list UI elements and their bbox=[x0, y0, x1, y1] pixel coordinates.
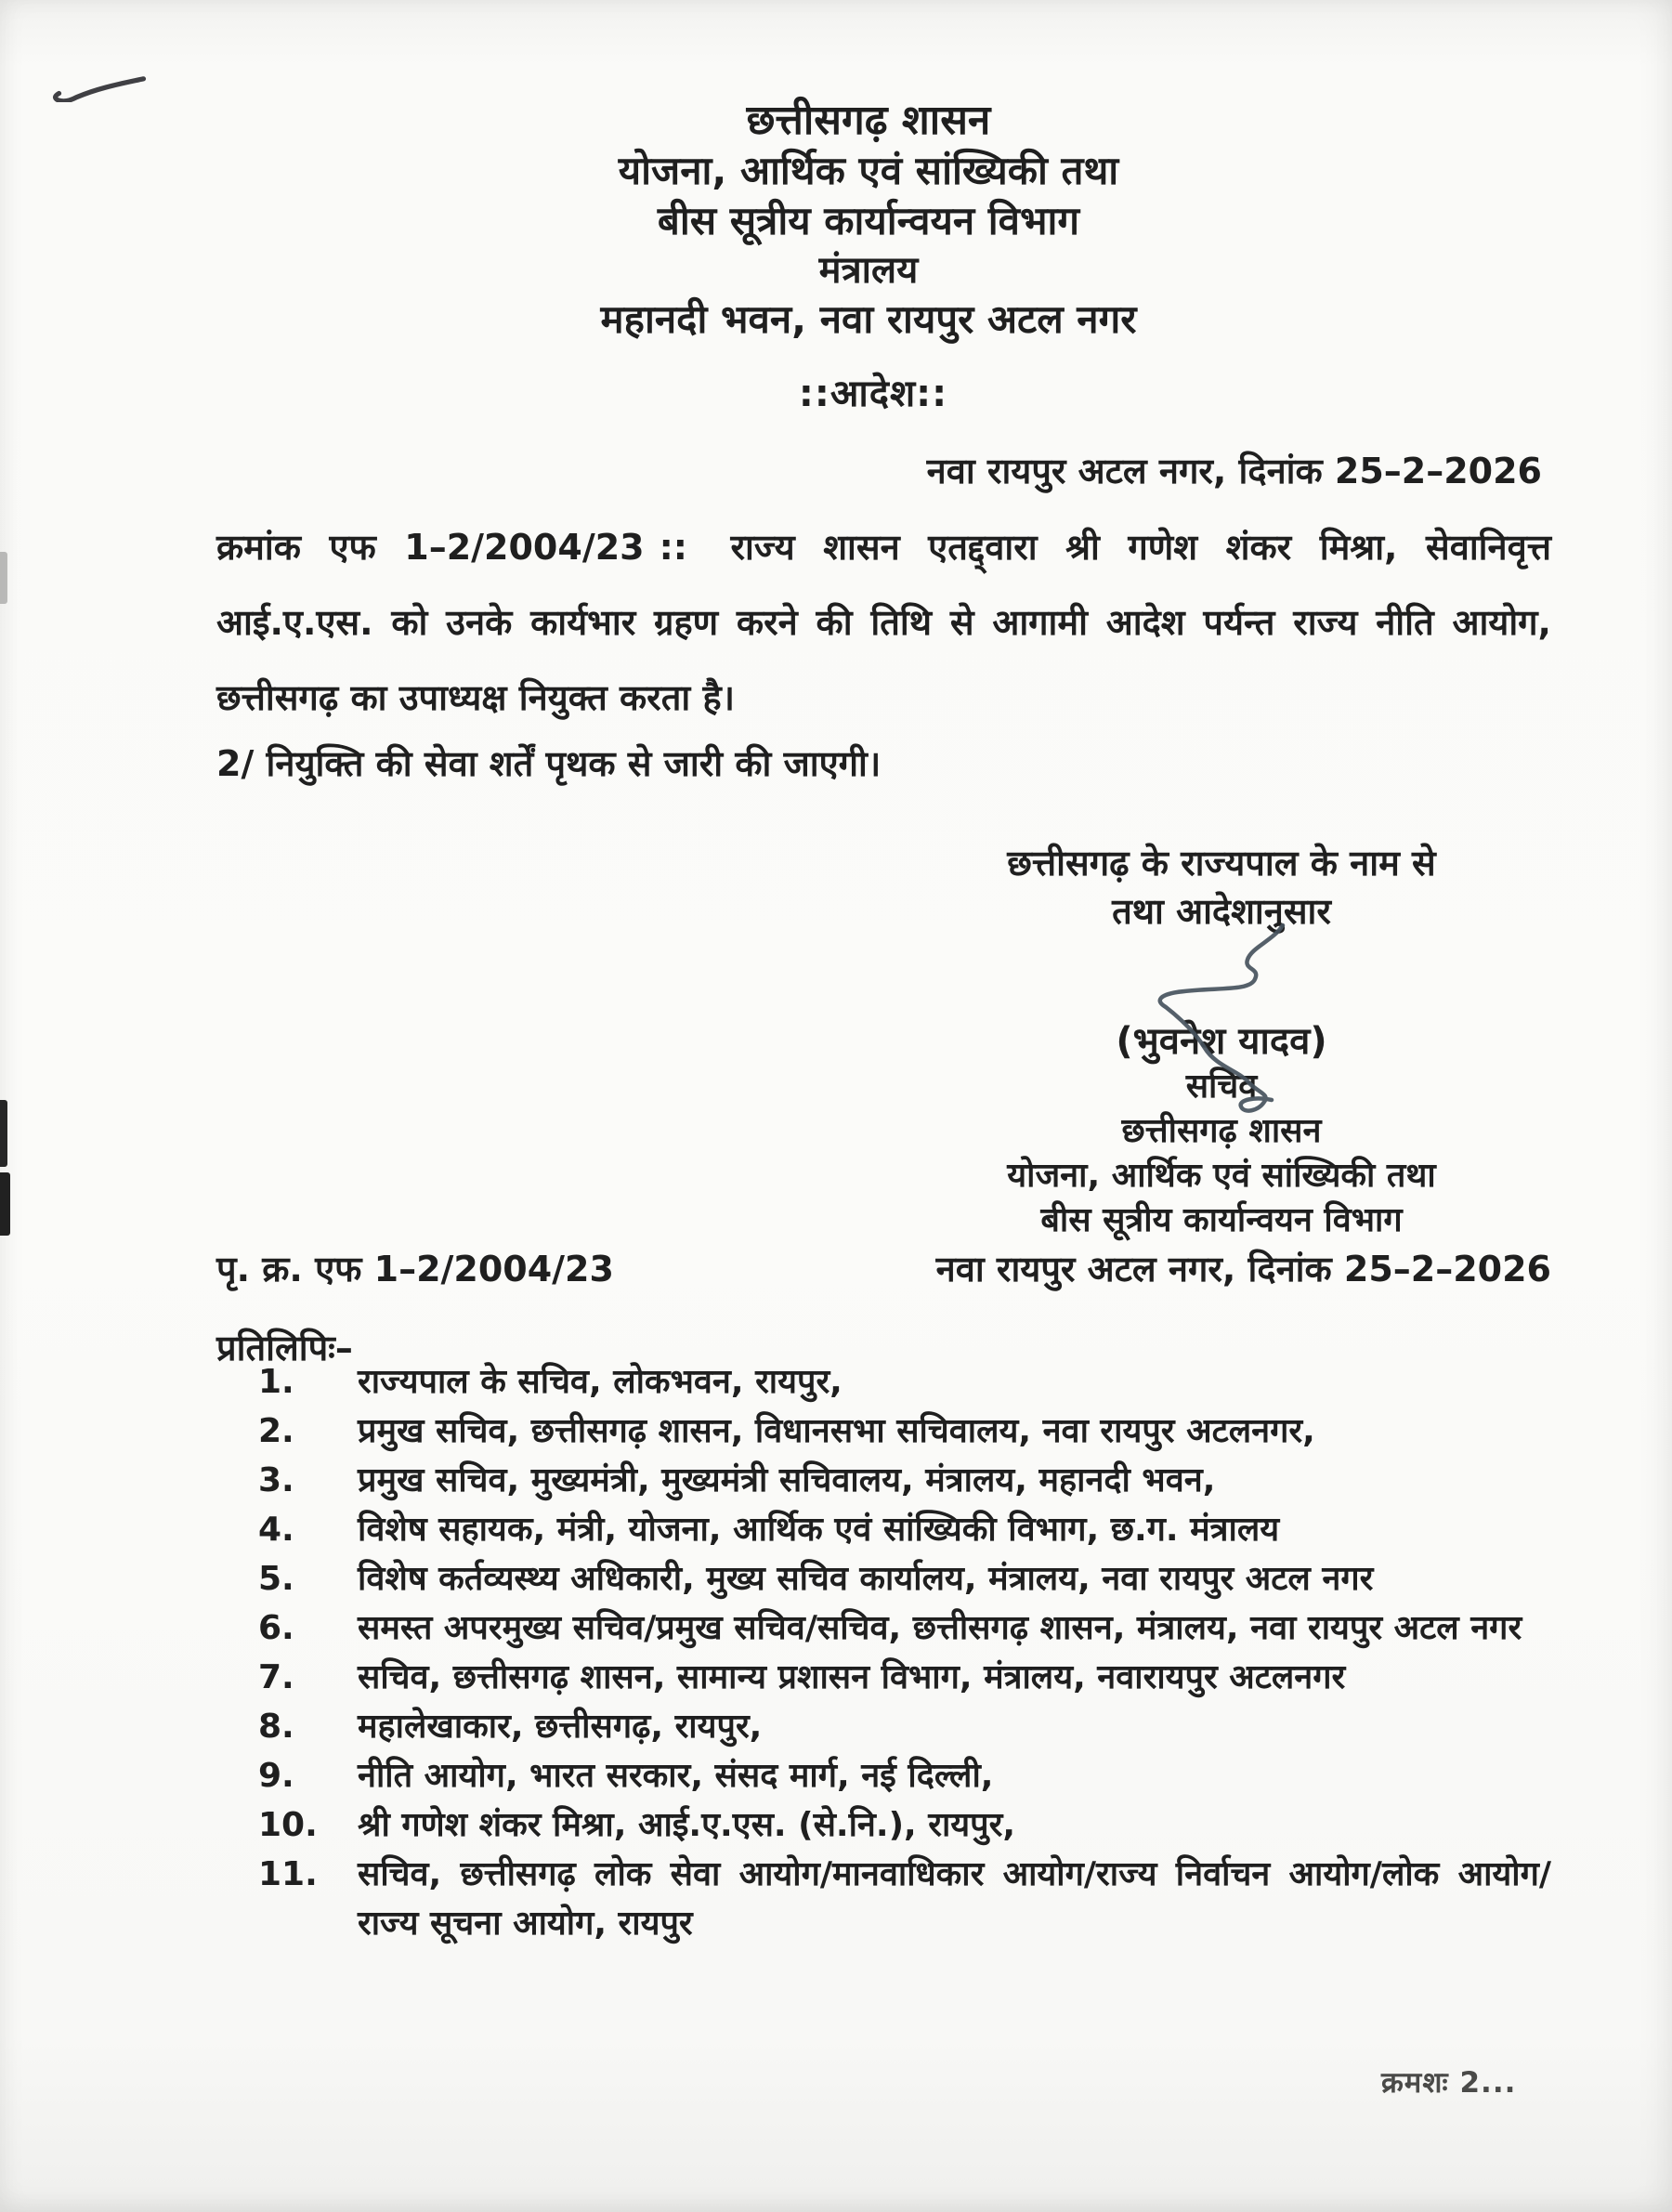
list-item bbox=[258, 1702, 1551, 1751]
list-item bbox=[258, 1800, 1551, 1850]
list-item bbox=[258, 1850, 1551, 1948]
by-order-line: तथा आदेशानुसार bbox=[1112, 891, 1331, 932]
govt-name: छत्तीसगढ़ शासन bbox=[746, 97, 991, 144]
dept-line-1: योजना, आर्थिक एवं सांख्यिकी तथा bbox=[618, 148, 1119, 193]
recipient-title: नीति आयोग, bbox=[358, 1757, 518, 1795]
list-item bbox=[258, 1603, 1551, 1653]
list-number: 4. bbox=[258, 1511, 294, 1549]
recipient-title: विशेष कर्तव्यस्थ्य अधिकारी, bbox=[358, 1560, 695, 1598]
list-number: 6. bbox=[258, 1609, 294, 1647]
recipient-title: प्रमुख सचिव, bbox=[358, 1412, 520, 1450]
list-number: 11. bbox=[258, 1855, 318, 1893]
recipient-address: छत्तीसगढ़ लोक सेवा आयोग/मानवाधिकार आयोग/राज्य निर्वाचन आयोग/लोक आयोग/राज्य सूचना आयोग, रायपुर bbox=[358, 1855, 1551, 1943]
signatory-org-3: बीस सूत्रीय कार्यान्वयन विभाग bbox=[1040, 1201, 1403, 1239]
recipient-title: राज्यपाल के सचिव, bbox=[358, 1363, 602, 1401]
signatory-org-2: योजना, आर्थिक एवं सांख्यिकी तथा bbox=[1007, 1157, 1436, 1195]
list-item bbox=[258, 1407, 1551, 1456]
distribution-list bbox=[258, 1357, 1551, 1948]
order-lead-text: राज्य शासन एतद्द्वारा bbox=[730, 527, 1038, 568]
ministry-line: मंत्रालय bbox=[818, 249, 919, 292]
endorsement-number: पृ. क्र. एफ 1–2/2004/23 bbox=[216, 1249, 614, 1289]
endorsement-dateline: नवा रायपुर अटल नगर, दिनांक 25–2–2026 bbox=[935, 1249, 1551, 1289]
recipient-title: विशेष सहायक, bbox=[358, 1511, 546, 1549]
copies-label: प्रतिलिपिः– bbox=[216, 1328, 353, 1368]
list-item bbox=[258, 1554, 1551, 1603]
endorsement-row bbox=[216, 1244, 1551, 1292]
recipient-title: समस्त अपरमुख्य सचिव/प्रमुख सचिव/सचिव, bbox=[358, 1609, 902, 1647]
recipient-address: मंत्री, योजना, आर्थिक एवं सांख्यिकी विभाग, छ.ग. मंत्रालय bbox=[556, 1511, 1280, 1549]
list-number: 2. bbox=[258, 1412, 294, 1450]
list-item bbox=[258, 1357, 1551, 1407]
list-item bbox=[258, 1505, 1551, 1554]
signature bbox=[1101, 909, 1300, 1148]
list-number: 1. bbox=[258, 1363, 294, 1401]
separator: :: bbox=[659, 527, 687, 568]
signatory-name: (भुवनेश यादव) bbox=[1116, 1020, 1327, 1063]
recipient-address: आई.ए.एस. (से.नि.), रायपुर, bbox=[637, 1806, 1016, 1844]
signatory-org-1: छत्तीसगढ़ शासन bbox=[1121, 1112, 1322, 1150]
recipient-address: महालेखाकार, छत्तीसगढ़, रायपुर, bbox=[358, 1708, 763, 1746]
scan-artifact bbox=[0, 1172, 10, 1236]
recipient-address: मुख्यमंत्री, मुख्यमंत्री सचिवालय, मंत्रालय, महानदी भवन, bbox=[530, 1461, 1216, 1499]
recipient-address: छत्तीसगढ़ शासन, सामान्य प्रशासन विभाग, मंत्रालय, नवारायपुर अटलनगर bbox=[452, 1658, 1346, 1696]
order-heading: ::आदेश:: bbox=[798, 373, 948, 415]
clause-2: 2/ नियुक्ति की सेवा शर्तें पृथक से जारी की जाएगी। bbox=[216, 743, 882, 784]
letterhead bbox=[0, 96, 1672, 345]
order-body-text: सेवानिवृत्त आई.ए.एस. को उनके कार्यभार ग्रहण करने की तिथि से आगामी आदेश पर्यन्त राज्य नीति आयोग, छत्तीसगढ़ का उपाध्यक्ष नियुक्त करता है। bbox=[216, 527, 1551, 718]
order-paragraph bbox=[216, 510, 1551, 736]
list-number: 3. bbox=[258, 1461, 294, 1499]
list-number: 8. bbox=[258, 1708, 294, 1746]
in-name-of-governor: छत्तीसगढ़ के राज्यपाल के नाम से bbox=[1007, 843, 1436, 883]
list-number: 7. bbox=[258, 1658, 294, 1696]
list-item bbox=[258, 1456, 1551, 1505]
continuation-marker: क्रमशः 2... bbox=[1381, 2066, 1517, 2100]
list-number: 5. bbox=[258, 1560, 294, 1598]
dateline-top: नवा रायपुर अटल नगर, दिनांक 25–2–2026 bbox=[926, 451, 1542, 491]
order-number: क्रमांक एफ 1–2/2004/23 bbox=[216, 527, 645, 568]
scan-artifact bbox=[0, 1100, 7, 1167]
recipient-address: छत्तीसगढ़ शासन, विधानसभा सचिवालय, नवा रायपुर अटलनगर, bbox=[530, 1412, 1315, 1450]
recipient-address: लोकभवन, रायपुर, bbox=[613, 1363, 843, 1401]
recipient-title: प्रमुख सचिव, bbox=[358, 1461, 520, 1499]
scan-artifact bbox=[0, 552, 7, 604]
signatory-designation: सचिव bbox=[1185, 1067, 1258, 1106]
recipient-title: श्री गणेश शंकर मिश्रा, bbox=[358, 1806, 627, 1844]
list-number: 10. bbox=[258, 1806, 318, 1844]
recipient-address: भारत सरकार, संसद मार्ग, नई दिल्ली, bbox=[529, 1757, 994, 1795]
recipient-address: छत्तीसगढ़ शासन, मंत्रालय, नवा रायपुर अटल नगर bbox=[912, 1609, 1522, 1647]
address-line: महानदी भवन, नवा रायपुर अटल नगर bbox=[600, 296, 1137, 342]
recipient-title: सचिव, bbox=[358, 1658, 442, 1696]
list-item bbox=[258, 1653, 1551, 1702]
list-number: 9. bbox=[258, 1757, 294, 1795]
recipient-address: मुख्य सचिव कार्यालय, मंत्रालय, नवा रायपुर अटल नगर bbox=[706, 1560, 1374, 1598]
list-item bbox=[258, 1751, 1551, 1800]
dept-line-2: बीस सूत्रीय कार्यान्वयन विभाग bbox=[657, 198, 1080, 243]
appointee-name: श्री गणेश शंकर मिश्रा, bbox=[1065, 527, 1398, 568]
recipient-title: सचिव, bbox=[358, 1855, 442, 1893]
